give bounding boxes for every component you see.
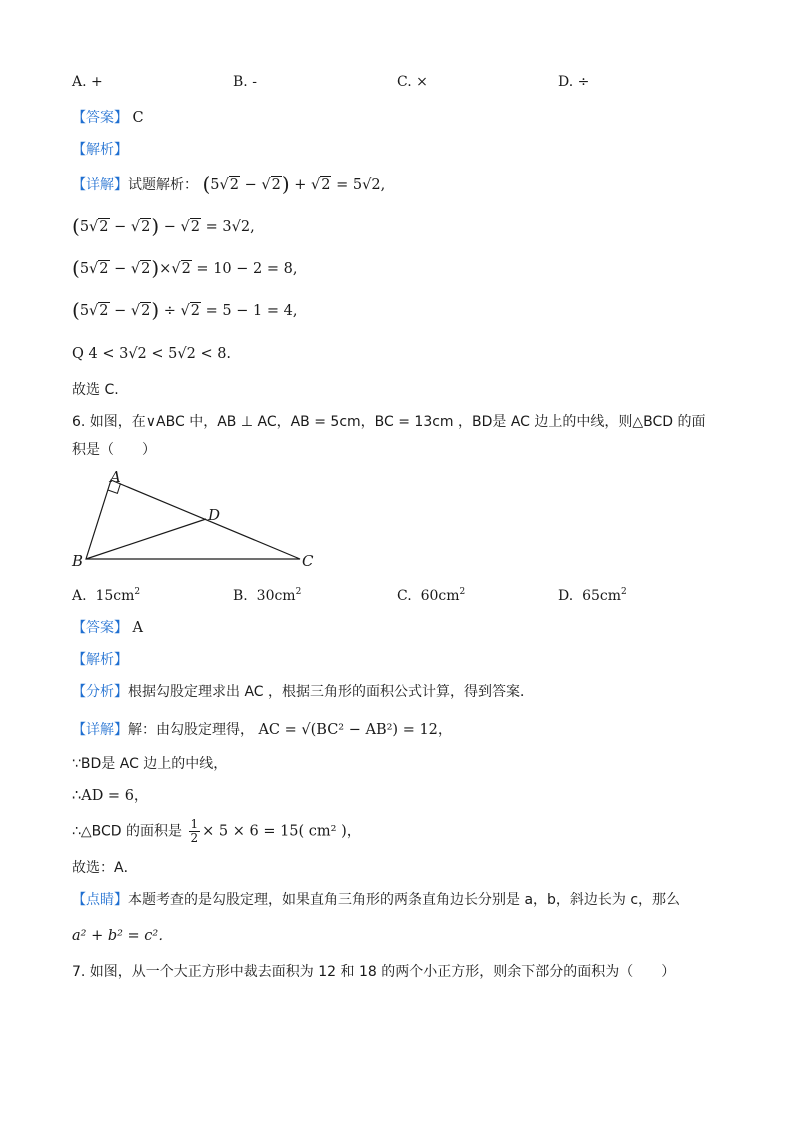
q6-triangle-figure <box>66 466 326 578</box>
dianjing-tag: 【点睛】 <box>72 892 128 908</box>
area-equation: × 5 × 6 = 15( cm² )， <box>202 823 362 840</box>
label-c: C <box>302 552 314 570</box>
q6-option-a: A. $15cm^2$ <box>72 587 141 604</box>
q5-detail-line <box>72 174 385 195</box>
answer-value: C <box>132 110 144 126</box>
q6-answer-line <box>72 618 143 638</box>
detail-intro: 试题解析： <box>128 177 198 193</box>
q6-because: ∵BD是 AC 边上的中线， <box>72 756 228 772</box>
q6-option-d: D. $65cm^2$ <box>558 587 627 604</box>
q5-eq-line-2: (5√2 − √2) − √2 = 3√2, <box>72 214 255 238</box>
q6-stem-line-2: 积是（ ） <box>72 442 156 458</box>
q5-answer-line <box>72 108 144 128</box>
q5-conclusion: 故选 C. <box>72 382 119 398</box>
q5-eq-line-4: (5√2 − √2) ÷ √2 = 5 − 1 = 4, <box>72 298 298 322</box>
answer-tag: 【答案】 <box>72 620 128 636</box>
fraction-one-half: $\frac{1}{2}$ <box>190 817 199 845</box>
q5-option-c: C. × <box>397 74 428 90</box>
q6-dianjing-line <box>72 890 680 910</box>
q6-conclusion: 故选：A． <box>72 860 138 876</box>
fenxi-text: 根据勾股定理求出 AC ，根据三角形的面积公式计算，得到答案． <box>128 684 535 700</box>
fenxi-tag: 【分析】 <box>72 684 128 700</box>
q5-option-d: D. ÷ <box>558 74 590 90</box>
q6-detail-line <box>72 720 452 740</box>
dianjing-text: 本题考查的是勾股定理，如果直角三角形的两条直角边长分别是 a，b，斜边长为 c，那么 <box>128 892 681 908</box>
q6-analysis-line <box>72 650 128 670</box>
q6-fenxi-line <box>72 682 534 702</box>
q5-result-1: 5√2 <box>352 177 381 193</box>
q7-stem: 7. 如图，从一个大正方形中裁去面积为 12 和 18 的两个小正方形，则余下部分的面积为（ ） <box>72 964 676 980</box>
q5-eq-line-3: (5√2 − √2)×√2 = 10 − 2 = 8, <box>72 256 298 280</box>
answer-value: A <box>132 620 143 636</box>
label-d: D <box>208 506 221 524</box>
analysis-tag: 【解析】 <box>72 652 128 668</box>
ac-equation: AC = √(BC² − AB²) = 12， <box>258 722 453 738</box>
q6-option-b: B. $30cm^2$ <box>233 587 302 604</box>
q5-result-4: 5 − 1 = 4 <box>222 303 293 319</box>
median-bd <box>86 519 206 559</box>
q5-op-4: ÷ <box>163 303 176 319</box>
q5-compare: Q 4 < 3√2 < 5√2 < 8. <box>72 346 232 362</box>
detail-tag: 【详解】 <box>72 177 128 193</box>
q6-pythagorean: a² + b² = c²． <box>72 928 173 944</box>
label-b: B <box>72 552 84 570</box>
q5-result-3: 10 − 2 = 8 <box>213 261 293 277</box>
q5-option-b: B. - <box>233 74 257 90</box>
q5-result-2: 3√2 <box>222 219 251 235</box>
q5-analysis-line <box>72 140 128 160</box>
area-prefix: ∴△BCD 的面积是 <box>72 823 183 840</box>
q5-eq-1: (5√2 − √2) + √2 = 5√2, <box>202 172 386 196</box>
answer-tag: 【答案】 <box>72 110 128 126</box>
q6-option-c: C. $60cm^2$ <box>397 587 466 604</box>
detail-text: 解：由勾股定理得， <box>128 722 254 738</box>
analysis-tag: 【解析】 <box>72 142 128 158</box>
label-a: A <box>110 468 121 486</box>
q5-op-2: − <box>163 219 176 235</box>
q6-stem-line-1: 6. 如图，在∨ABC 中，AB ⊥ AC，AB = 5cm，BC = 13cm ，BD是 AC 边上的中线，则△BCD 的面 <box>72 414 706 430</box>
q5-option-a: A. + <box>72 74 103 90</box>
q5-op-1: + <box>294 177 307 193</box>
q6-area-line <box>72 818 361 845</box>
q6-therefore-ad: ∴AD = 6， <box>72 788 149 804</box>
detail-tag: 【详解】 <box>72 722 128 738</box>
q5-op-3: × <box>159 261 172 277</box>
